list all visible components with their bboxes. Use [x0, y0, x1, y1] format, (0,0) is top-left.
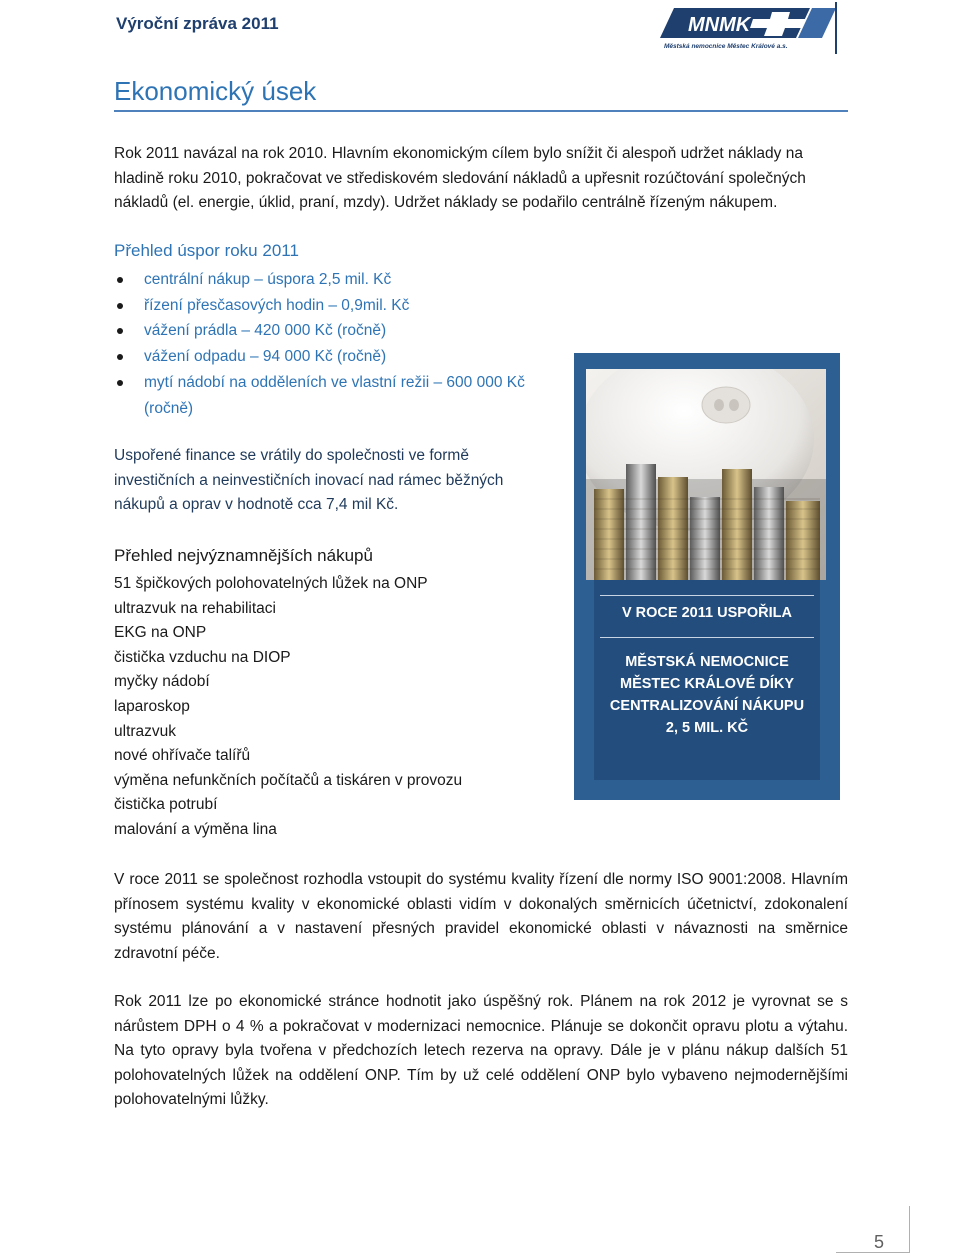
- list-item: ultrazvuk na rehabilitaci: [114, 599, 276, 617]
- list-item: čistička vzduchu na DIOP: [114, 648, 291, 666]
- page-number-frame-bottom: [836, 1252, 910, 1253]
- list-item: řízení přesčasových hodin – 0,9mil. Kč: [114, 293, 554, 319]
- savings-heading: Přehled úspor roku 2011: [114, 241, 299, 260]
- list-item: 51 špičkových polohovatelných lůžek na ONP: [114, 575, 428, 592]
- report-title: Výroční zpráva 2011: [116, 14, 279, 33]
- list-item: ultrazvuk: [114, 722, 177, 740]
- callout-rule-bottom: [600, 637, 814, 638]
- purchases-heading: Přehled nejvýznamnějších nákupů: [114, 546, 373, 565]
- savings-note: Uspořené finance se vrátily do společnosti ve formě investičních a neinvestičních inovací nad rámec běžných nákupů a oprav v hodnotě cca 7,4 mil Kč.: [114, 447, 504, 514]
- purchases-list: [114, 572, 554, 843]
- list-item: malování a výměna lina: [114, 820, 277, 838]
- svg-text:MNMK: MNMK: [688, 14, 751, 36]
- list-item: výměna nefunkčních počítačů a tiskáren v provozu: [114, 771, 463, 789]
- list-item: mytí nádobí na odděleních ve vlastní režii – 600 000 Kč (ročně): [114, 370, 554, 421]
- header-divider: [835, 2, 837, 54]
- list-item: myčky nádobí: [114, 673, 210, 691]
- quality-paragraph: V roce 2011 se společnost rozhodla vstoupit do systému kvality řízení dle normy ISO 9001:2008. Hlavním přínosem systému kvality v ekonomické oblasti vidím v dokonalých směrnicích účetnictví, zdokonalení systému plánování a v nastavení přesných pravidel ekonomické oblasti v návaznosti na směrnice zdravotní péče.: [114, 871, 848, 962]
- callout-headline: V ROCE 2011 USPOŘILA: [621, 605, 793, 621]
- list-item: EKG na ONP: [114, 624, 207, 642]
- savings-list: [114, 267, 554, 421]
- outlook-paragraph: Rok 2011 lze po ekonomické stránce hodnotit jako úspěšný rok. Plánem na rok 2012 je vyrovnat se s nárůstem DPH o 4 % a pokračovat v modernizaci nemocnice. Plánuje se dokončit opravu plotu a výtahu. Na tyto opravy byla tvořena v předchozích letech rezerva na opravy. Dále je v plánu nákup dalších 51 polohovatelných lůžek na oddělení ONP. Tím by už celé oddělení ONP bylo vybaveno nejmodernějšími polohovatelnými lůžky.: [114, 993, 848, 1109]
- page-number-frame-side: [909, 1206, 910, 1253]
- list-item: centrální nákup – úspora 2,5 mil. Kč: [114, 267, 554, 293]
- hospital-logo: [660, 4, 838, 52]
- piggy-bank-coins-photo: [586, 369, 826, 580]
- section-title: Ekonomický úsek: [114, 76, 317, 106]
- svg-text:Městská nemocnice Městec Králo: Městská nemocnice Městec Králové a.s.: [664, 43, 788, 50]
- list-item: vážení odpadu – 94 000 Kč (ročně): [114, 344, 554, 370]
- intro-paragraph: Rok 2011 navázal na rok 2010. Hlavním ekonomickým cílem bylo snížit či alespoň udržet náklady na hladině roku 2010, pokračovat ve střediskovém sledování nákladů a upřesnit rozúčtování společných nákladů (el. energie, úklid, praní, mzdy). Udržet náklady se podařilo centrálně řízeným nákupem.: [114, 145, 806, 212]
- list-item: vážení prádla – 420 000 Kč (ročně): [114, 318, 554, 344]
- callout-body: MĚSTSKÁ NEMOCNICE MĚSTEC KRÁLOVÉ DÍKY CENTRALIZOVÁNÍ NÁKUPU 2, 5 MIL. KČ: [609, 654, 805, 736]
- section-rule: [114, 110, 848, 112]
- list-item: laparoskop: [114, 697, 190, 715]
- list-item: nové ohřívače talířů: [114, 747, 251, 765]
- page-number: 5: [874, 1232, 885, 1252]
- callout-rule-top: [600, 595, 814, 596]
- callout-text-panel: [594, 580, 820, 780]
- list-item: čistička potrubí: [114, 796, 218, 814]
